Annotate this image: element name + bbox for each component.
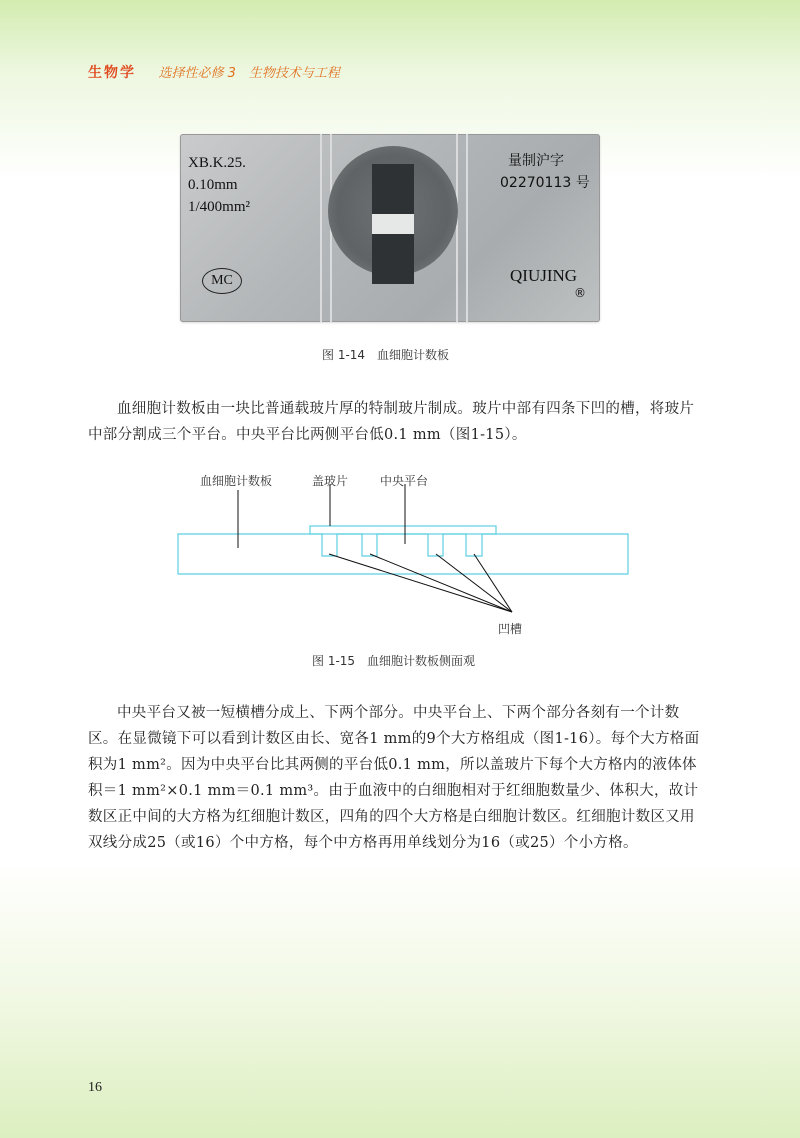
page-number: 16 (88, 1080, 102, 1095)
leader-groove (329, 554, 512, 612)
running-header (88, 62, 340, 82)
slide-spec-text (188, 152, 250, 218)
slide-spec-line: 1/400mm² (188, 199, 250, 215)
label-groove: 凹槽 (498, 622, 523, 636)
leader-groove (474, 554, 512, 612)
slide-license-line: 量制沪字 (508, 153, 564, 169)
slide-groove-line (456, 134, 458, 322)
header-subject: 生物学 (88, 65, 136, 81)
figure-caption-2: 图 1-15 血细胞计数板侧面观 (312, 654, 476, 668)
cover-slip (310, 526, 496, 534)
slide-spec-line: 0.10mm (188, 177, 238, 193)
label-counting-board: 血细胞计数板 (200, 474, 273, 488)
header-course: 选择性必修 3 生物技术与工程 (158, 66, 340, 81)
mc-logo: MC (202, 268, 242, 294)
slide-groove-line (466, 134, 468, 322)
paragraph-2 (88, 700, 708, 856)
hemocytometer-photo (180, 134, 600, 322)
slide-groove-line (320, 134, 322, 322)
label-central-platform: 中央平台 (380, 474, 429, 488)
slide-spec-line: XB.K.25. (188, 155, 246, 171)
side-view-svg (0, 460, 800, 660)
paragraph-text: 中央平台又被一短横槽分成上、下两个部分。中央平台上、下两个部分各刻有一个计数区。在显微镜下可以看到计数区由长、宽各1 mm的9个大方格组成（图1-16）。每个大方格面积为1 mm²。因为中央平台比其两侧的平台低0.1 mm，所以盖玻片下每个大方格内的液体体积＝1 mm²×0.1 mm＝0.1 mm³。由于血液中的白细胞相对于红细胞数量少、体积大，故计数区正中间的大方格为红细胞计数区，四角的四个大方格是白细胞计数区。红细胞计数区又用双线分成25（或16）个中方格，每个中方格再用单线划分为16（或25）个小方格。 (88, 705, 700, 851)
paragraph-text: 血细胞计数板由一块比普通载玻片厚的特制玻片制成。玻片中部有四条下凹的槽，将玻片中部分割成三个平台。中央平台比两侧平台低0.1 mm（图1-15）。 (88, 401, 695, 443)
paragraph-1 (88, 396, 708, 448)
leader-groove (436, 554, 512, 612)
brand-label: QIUJING (510, 266, 578, 285)
leader-groove (370, 554, 512, 612)
slide-license-text (500, 150, 590, 194)
side-view-diagram (0, 460, 800, 664)
registered-mark: ® (574, 286, 586, 300)
slide-license-line: 02270113 号 (500, 175, 590, 191)
figure-caption-1: 图 1-14 血细胞计数板 (322, 348, 450, 362)
label-cover-slip: 盖玻片 (312, 474, 349, 488)
chamber-divider (372, 214, 414, 234)
